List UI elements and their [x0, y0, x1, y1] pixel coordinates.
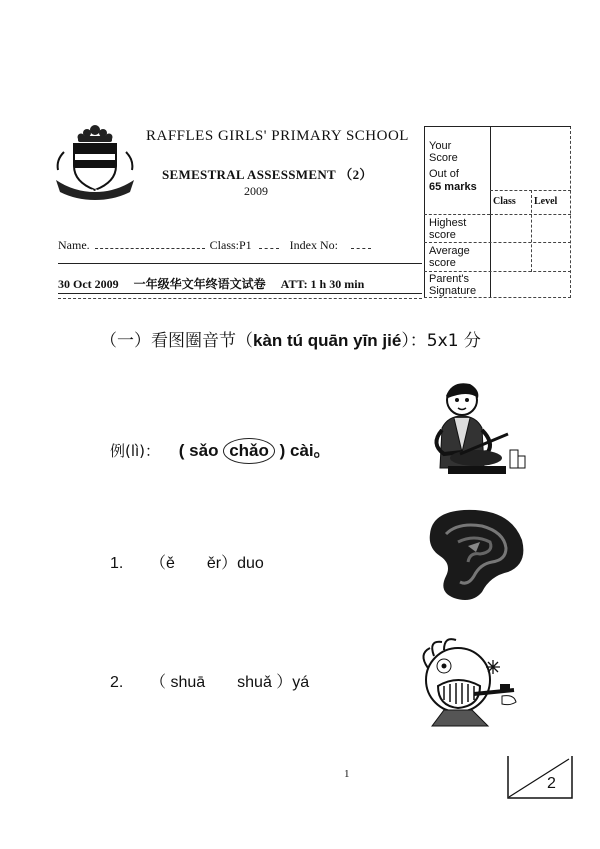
level-column-header: Level	[534, 196, 558, 207]
highest-score-label: Highest score	[429, 217, 467, 241]
class-label: Class:P1	[209, 238, 252, 252]
your-score-label: Your Score	[429, 140, 458, 164]
school-crest-icon	[54, 122, 136, 200]
parent-signature-label: Parent's Signature	[429, 273, 477, 297]
index-label: Index No:	[289, 238, 338, 252]
signature-field[interactable]	[491, 272, 570, 296]
ear-icon	[418, 506, 528, 606]
section-title	[100, 326, 481, 351]
index-field[interactable]	[351, 238, 371, 249]
assessment-year: 2009	[244, 184, 268, 198]
question-2	[110, 669, 309, 692]
section-title-prefix: （一）看图圈音节（	[100, 331, 253, 351]
name-field[interactable]	[95, 238, 205, 249]
paper-time: ATT: 1 h 30 min	[280, 277, 365, 291]
class-column-header: Class	[493, 196, 516, 207]
score-table	[424, 126, 571, 298]
paper-info-row	[58, 275, 376, 292]
student-info-row	[58, 238, 371, 253]
cooking-man-icon	[418, 372, 528, 482]
example-close: ) cài。	[279, 441, 331, 460]
school-name: RAFFLES GIRLS' PRIMARY SCHOOL	[146, 128, 409, 144]
score-field[interactable]	[491, 127, 570, 189]
header-divider	[58, 263, 422, 264]
page-number: 1	[344, 768, 350, 780]
question-number: 2.	[110, 674, 124, 691]
name-label: Name.	[58, 238, 90, 252]
section-title-suffix: ）：5x1 分	[401, 331, 481, 351]
page-marks-box	[507, 755, 573, 799]
section-title-pinyin: kàn tú quān yīn jié	[253, 331, 402, 350]
brushing-teeth-icon	[414, 634, 524, 734]
out-of-label: Out of	[429, 168, 459, 180]
question-text[interactable]: （ě ěr）duo	[150, 555, 264, 572]
example-question	[110, 436, 331, 464]
example-circled-answer: chǎo	[223, 438, 275, 464]
example-open: ( sǎo	[178, 441, 219, 460]
paper-date: 30 Oct 2009	[58, 277, 119, 291]
total-marks: 65 marks	[429, 181, 477, 193]
assessment-title: SEMESTRAL ASSESSMENT （2）	[162, 167, 373, 182]
paper-info-dashline	[58, 298, 422, 299]
page-marks: 2	[547, 775, 556, 792]
paper-title: 一年级华文年终语文试卷	[133, 277, 266, 291]
question-number: 1.	[110, 555, 124, 572]
question-1	[110, 550, 264, 573]
paper-info-underline	[58, 293, 422, 294]
class-field[interactable]	[259, 238, 279, 249]
example-label: 例(lì)：	[110, 442, 161, 460]
average-score-label: Average score	[429, 245, 470, 269]
question-text[interactable]: （ shuā shuǎ ）yá	[150, 674, 310, 691]
